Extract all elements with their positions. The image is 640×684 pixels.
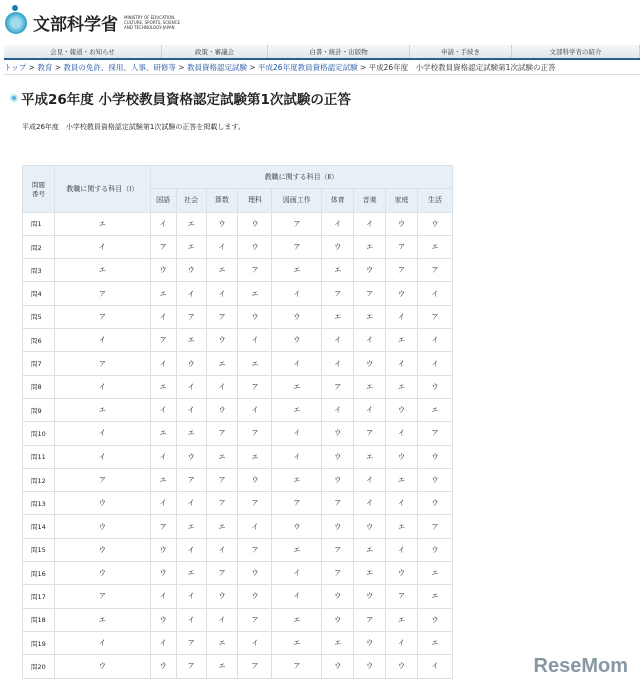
answer-cell: エ (206, 445, 238, 468)
answer-cell: ウ (206, 585, 238, 608)
answer-cell: イ (418, 329, 453, 352)
answer-cell: イ (206, 608, 238, 631)
answer-cell: ウ (418, 608, 453, 631)
answer-cell: ア (206, 492, 238, 515)
answer-cell: ウ (322, 422, 354, 445)
answer-cell: ウ (176, 352, 206, 375)
answer-cell: イ (150, 445, 176, 468)
answer-cell: イ (418, 352, 453, 375)
answer-cell: エ (176, 562, 206, 585)
answer-cell: イ (176, 538, 206, 561)
answer-cell: ア (150, 515, 176, 538)
page-title (10, 88, 351, 108)
answer-cell: ウ (354, 515, 386, 538)
question-number: 問20 (23, 655, 55, 678)
crumb-sep: > (52, 63, 64, 72)
nav-publications[interactable]: 白書・統計・出版物 (268, 45, 410, 58)
answer-cell: イ (150, 212, 176, 235)
answer-cell: ア (418, 515, 453, 538)
answer-cell: ウ (176, 259, 206, 282)
answer-cell: ア (176, 468, 206, 491)
answer-cell: エ (386, 375, 418, 398)
table-row (23, 492, 453, 515)
answer-cell: ウ (150, 259, 176, 282)
answer-cell: エ (418, 235, 453, 258)
answer-cell: エ (354, 445, 386, 468)
answer-cell: ウ (150, 608, 176, 631)
answer-cell: エ (386, 608, 418, 631)
answer-cell: ア (54, 585, 150, 608)
question-number: 問18 (23, 608, 55, 631)
bullet-icon (10, 94, 18, 102)
answer-cell: ア (272, 655, 322, 678)
answer-cell: ア (272, 212, 322, 235)
answer-cell: イ (238, 631, 272, 654)
crumb-exam[interactable]: 教員資格認定試験 (186, 63, 247, 72)
answer-cell: エ (418, 585, 453, 608)
crumb-current: 平成26年度 小学校教員資格認定試験第1次試験の正答 (368, 63, 556, 72)
table-row (23, 655, 453, 678)
question-number: 問3 (23, 259, 55, 282)
logo-icon (5, 12, 27, 34)
answer-cell: ア (272, 492, 322, 515)
logo-dot-icon (12, 5, 18, 11)
answer-cell: イ (176, 608, 206, 631)
question-number: 問15 (23, 538, 55, 561)
answer-cell: エ (322, 259, 354, 282)
answer-cell: ウ (386, 282, 418, 305)
divider (4, 74, 640, 75)
question-number: 問5 (23, 305, 55, 328)
answer-cell: エ (54, 212, 150, 235)
answer-cell: ウ (272, 329, 322, 352)
answer-cell: イ (206, 538, 238, 561)
question-number: 問2 (23, 235, 55, 258)
answer-cell: エ (418, 398, 453, 421)
answer-cell: ア (322, 492, 354, 515)
answer-cell: イ (272, 352, 322, 375)
answer-cell: イ (150, 305, 176, 328)
answer-cell: ウ (418, 445, 453, 468)
answer-cell: イ (206, 375, 238, 398)
answer-cell: イ (322, 212, 354, 235)
answer-cell: エ (176, 329, 206, 352)
question-number: 問14 (23, 515, 55, 538)
answer-cell: ア (354, 608, 386, 631)
answer-cell: イ (176, 375, 206, 398)
question-number: 問8 (23, 375, 55, 398)
answer-cell: エ (354, 375, 386, 398)
answer-cell: ア (322, 562, 354, 585)
answer-cell: ウ (418, 492, 453, 515)
answer-cell: イ (354, 492, 386, 515)
answer-cell: ア (206, 305, 238, 328)
answer-cell: ア (386, 235, 418, 258)
answer-cell: エ (272, 259, 322, 282)
answer-cell: ウ (322, 608, 354, 631)
question-number: 問10 (23, 422, 55, 445)
table-row (23, 259, 453, 282)
crumb-teachers[interactable]: 教員の免許、採用、人事、研修等 (63, 63, 176, 72)
answer-cell: イ (150, 492, 176, 515)
answer-cell: イ (54, 329, 150, 352)
answer-cell: イ (354, 468, 386, 491)
crumb-exam-2014[interactable]: 平成26年度教員資格認定試験 (258, 63, 358, 72)
answer-cell: ウ (238, 585, 272, 608)
answer-cell: エ (272, 398, 322, 421)
answer-cell: ア (176, 631, 206, 654)
answer-cell: ア (238, 375, 272, 398)
answer-cell: イ (54, 375, 150, 398)
answer-cell: エ (54, 398, 150, 421)
logo-emblem (5, 5, 27, 34)
answer-cell: エ (272, 631, 322, 654)
question-number: 問13 (23, 492, 55, 515)
header-subject: 音楽 (354, 189, 386, 212)
answer-cell: イ (354, 329, 386, 352)
question-number: 問16 (23, 562, 55, 585)
answer-cell: イ (176, 585, 206, 608)
answer-cell: イ (54, 445, 150, 468)
answer-cell: エ (322, 631, 354, 654)
answer-cell: ア (354, 422, 386, 445)
answer-cell: ウ (150, 655, 176, 678)
answer-cell: ウ (354, 352, 386, 375)
table-row (23, 422, 453, 445)
answer-cell: ア (238, 655, 272, 678)
answer-cell: イ (176, 282, 206, 305)
table-row (23, 398, 453, 421)
answer-cell: ウ (206, 212, 238, 235)
table-row (23, 305, 453, 328)
answer-cell: イ (54, 422, 150, 445)
nav-press[interactable]: 会見・報道・お知らせ (4, 45, 162, 58)
answer-cell: エ (206, 259, 238, 282)
answer-cell: ウ (176, 445, 206, 468)
answer-cell: イ (150, 585, 176, 608)
answer-cell: ア (150, 235, 176, 258)
answer-cell: エ (386, 515, 418, 538)
header-subject: 国語 (150, 189, 176, 212)
answer-cell: ウ (54, 655, 150, 678)
answer-cell: ア (418, 422, 453, 445)
answer-cell: イ (272, 562, 322, 585)
table-row (23, 235, 453, 258)
answer-cell: エ (206, 631, 238, 654)
crumb-education[interactable]: 教育 (37, 63, 53, 72)
answer-cell: エ (322, 305, 354, 328)
answer-cell: イ (272, 445, 322, 468)
answer-cell: エ (176, 422, 206, 445)
header-subject: 生活 (418, 189, 453, 212)
crumb-top[interactable]: トップ (4, 63, 27, 72)
answer-cell: エ (272, 468, 322, 491)
answer-cell: ウ (418, 468, 453, 491)
answer-cell: ア (206, 562, 238, 585)
crumb-sep: > (357, 63, 369, 72)
answer-cell: ア (54, 282, 150, 305)
answer-cell: ウ (354, 631, 386, 654)
header-subject: 社会 (176, 189, 206, 212)
answer-cell: ウ (322, 445, 354, 468)
table-row (23, 631, 453, 654)
answer-cell: イ (206, 282, 238, 305)
header-subject-2: 教職に関する科目（Ⅱ） (150, 166, 452, 189)
answer-cell: イ (150, 352, 176, 375)
answer-cell: イ (176, 492, 206, 515)
answer-cell: ウ (322, 515, 354, 538)
answer-cell: エ (354, 538, 386, 561)
answer-cell: ア (176, 305, 206, 328)
answer-cell: ア (176, 655, 206, 678)
answer-cell: ア (238, 422, 272, 445)
answer-cell: イ (354, 398, 386, 421)
question-number: 問6 (23, 329, 55, 352)
answer-cell: ウ (354, 585, 386, 608)
answer-cell: ア (54, 468, 150, 491)
logo-text: 文部科学省 (33, 15, 118, 35)
answer-cell: ウ (386, 655, 418, 678)
answer-cell: イ (150, 631, 176, 654)
answer-cell: ウ (238, 235, 272, 258)
answer-cell: ウ (206, 398, 238, 421)
answer-cell: ア (386, 259, 418, 282)
logo-english: MINISTRY OF EDUCATION, CULTURE, SPORTS, SCIENCE AND TECHNOLOGY-JAPAN (124, 15, 181, 30)
answers-table (22, 165, 453, 679)
answer-cell: ウ (418, 538, 453, 561)
answer-cell: エ (150, 468, 176, 491)
answer-cell: エ (354, 235, 386, 258)
header-subject: 家庭 (386, 189, 418, 212)
table-row (23, 608, 453, 631)
answer-cell: ウ (54, 538, 150, 561)
header-question-number: 問題番号 (23, 166, 55, 213)
table-row (23, 585, 453, 608)
answer-cell: ウ (272, 305, 322, 328)
answer-cell: エ (176, 235, 206, 258)
question-number: 問11 (23, 445, 55, 468)
site-header (0, 0, 640, 42)
answer-cell: ウ (238, 468, 272, 491)
answer-cell: エ (206, 515, 238, 538)
answer-cell: ウ (386, 212, 418, 235)
answer-cell: イ (238, 398, 272, 421)
header-subject-1: 教職に関する科目（Ⅰ） (54, 166, 150, 213)
question-number: 問9 (23, 398, 55, 421)
answer-cell: ウ (54, 562, 150, 585)
page-title-text: 平成26年度 小学校教員資格認定試験第1次試験の正答 (21, 92, 351, 108)
answer-cell: イ (272, 282, 322, 305)
header-subject: 算数 (206, 189, 238, 212)
answer-cell: イ (54, 235, 150, 258)
answer-cell: ア (150, 329, 176, 352)
answer-cell: イ (386, 352, 418, 375)
answer-cell: ア (206, 468, 238, 491)
answer-cell: ウ (322, 468, 354, 491)
answer-cell: ウ (386, 562, 418, 585)
table-row (23, 538, 453, 561)
answer-cell: ア (272, 235, 322, 258)
answer-cell: イ (418, 655, 453, 678)
answer-cell: イ (322, 352, 354, 375)
answer-cell: ア (386, 585, 418, 608)
table-row (23, 515, 453, 538)
answer-cell: イ (386, 538, 418, 561)
answer-cell: ウ (354, 259, 386, 282)
question-number: 問12 (23, 468, 55, 491)
answer-cell: ア (54, 305, 150, 328)
question-number: 問4 (23, 282, 55, 305)
answer-cell: ア (418, 305, 453, 328)
answer-cell: ウ (54, 492, 150, 515)
answer-cell: ウ (322, 655, 354, 678)
answer-cell: ウ (150, 538, 176, 561)
crumb-sep: > (175, 63, 187, 72)
answer-cell: ア (238, 492, 272, 515)
answer-cell: エ (54, 259, 150, 282)
lead-text: 平成26年度 小学校教員資格認定試験第1次試験の正答を掲載します。 (22, 123, 245, 131)
answer-cell: ウ (272, 515, 322, 538)
answer-cell: ア (322, 538, 354, 561)
table-row (23, 352, 453, 375)
answer-cell: ウ (238, 212, 272, 235)
answer-cell: エ (238, 352, 272, 375)
answer-cell: エ (54, 608, 150, 631)
table-row (23, 375, 453, 398)
table-row (23, 468, 453, 491)
answer-cell: イ (150, 398, 176, 421)
answer-cell: イ (386, 492, 418, 515)
answer-cell: エ (418, 562, 453, 585)
answer-cell: エ (150, 282, 176, 305)
answer-cell: イ (272, 422, 322, 445)
breadcrumb (4, 63, 638, 73)
answer-cell: ウ (206, 329, 238, 352)
answer-cell: イ (322, 329, 354, 352)
table-row (23, 562, 453, 585)
crumb-sep: > (246, 63, 259, 72)
answer-cell: ア (238, 608, 272, 631)
answer-cell: イ (322, 398, 354, 421)
nav-applications[interactable]: 申請・手続き (410, 45, 512, 58)
answer-cell: ア (54, 352, 150, 375)
answer-cell: ウ (386, 398, 418, 421)
answer-cell: ウ (418, 375, 453, 398)
answer-cell: エ (354, 305, 386, 328)
answer-cell: ウ (150, 562, 176, 585)
answer-cell: ア (238, 259, 272, 282)
logo-link[interactable] (5, 3, 188, 35)
answer-cell: エ (238, 445, 272, 468)
answer-cell: エ (272, 608, 322, 631)
answer-cell: ア (206, 422, 238, 445)
answer-cell: ウ (238, 305, 272, 328)
answer-cell: イ (238, 329, 272, 352)
answer-cell: ウ (354, 655, 386, 678)
answer-cell: ウ (386, 445, 418, 468)
answer-cell: イ (386, 305, 418, 328)
answer-cell: イ (54, 631, 150, 654)
answer-cell: イ (418, 282, 453, 305)
global-nav (4, 45, 640, 60)
answer-cell: イ (238, 515, 272, 538)
answer-cell: イ (272, 585, 322, 608)
question-number: 問17 (23, 585, 55, 608)
answer-cell: ア (354, 282, 386, 305)
table-row (23, 212, 453, 235)
answer-cell: イ (176, 398, 206, 421)
answer-cell: エ (272, 538, 322, 561)
answer-cell: エ (206, 655, 238, 678)
answer-cell: ア (322, 375, 354, 398)
header-subject: 体育 (322, 189, 354, 212)
answer-cell: エ (206, 352, 238, 375)
nav-about[interactable]: 文部科学省の紹介 (512, 45, 640, 58)
question-number: 問19 (23, 631, 55, 654)
answer-cell: ウ (418, 212, 453, 235)
answer-cell: エ (272, 375, 322, 398)
table-row (23, 445, 453, 468)
answer-cell: ア (322, 282, 354, 305)
answer-cell: ウ (54, 515, 150, 538)
answer-cell: イ (386, 631, 418, 654)
answer-cell: ア (418, 259, 453, 282)
nav-policy[interactable]: 政策・審議会 (162, 45, 268, 58)
answer-cell: ウ (238, 562, 272, 585)
table-row (23, 282, 453, 305)
table-row (23, 329, 453, 352)
answer-cell: エ (176, 212, 206, 235)
answer-cell: エ (354, 562, 386, 585)
answer-cell: ウ (322, 235, 354, 258)
crumb-sep: > (26, 63, 38, 72)
answer-cell: エ (176, 515, 206, 538)
answer-cell: エ (238, 282, 272, 305)
answer-cell: エ (386, 468, 418, 491)
answer-cell: イ (386, 422, 418, 445)
header-subject: 図画工作 (272, 189, 322, 212)
answer-cell: イ (354, 212, 386, 235)
answer-cell: エ (150, 375, 176, 398)
answer-cell: エ (418, 631, 453, 654)
answer-cell: エ (150, 422, 176, 445)
question-number: 問7 (23, 352, 55, 375)
answer-cell: イ (206, 235, 238, 258)
answer-cell: エ (386, 329, 418, 352)
question-number: 問1 (23, 212, 55, 235)
answer-cell: ウ (322, 585, 354, 608)
answer-cell: ア (238, 538, 272, 561)
resemom-watermark: ReseMom (533, 655, 628, 677)
header-subject: 理科 (238, 189, 272, 212)
